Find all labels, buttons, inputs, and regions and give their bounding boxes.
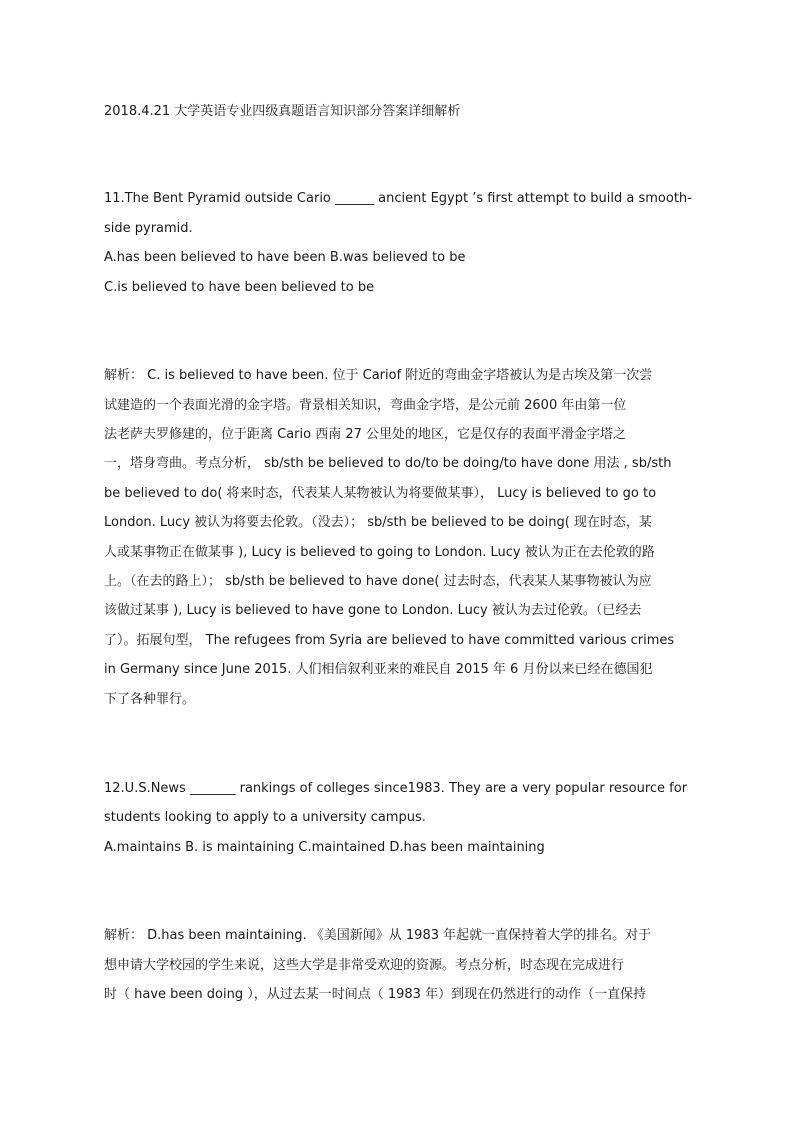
answer-11-line-9: 该做过某事 ), Lucy is believed to have gone to London. Lucy 被认为去过伦敦。（已经去 bbox=[104, 603, 642, 618]
document-title: 2018.4.21 大学英语专业四级真题语言知识部分答案详细解析 bbox=[104, 104, 461, 119]
answer-11-line-4: 一，塔身弯曲。考点分析， sb/sth be believed to do/to be doing/to have done 用法 , sb/sth bbox=[104, 456, 672, 471]
question-11-stem-line-1: 11.The Bent Pyramid outside Cario ______ ancient Egypt ’s first attempt to build a smooth- bbox=[104, 191, 692, 206]
question-11-options-line-1: A.has been believed to have been B.was believed to be bbox=[104, 250, 466, 265]
answer-11-line-8: 上。（在去的路上）； sb/sth be believed to have done( 过去时态，代表某人某事物被认为应 bbox=[104, 574, 652, 589]
answer-11-line-11: in Germany since June 2015. 人们相信叙利亚来的难民自 2015 年 6 月份以来已经在德国犯 bbox=[104, 662, 653, 677]
answer-11-line-7: 人或某事物正在做某事 ), Lucy is believed to going to London. Lucy 被认为正在去伦敦的路 bbox=[104, 545, 655, 560]
answer-12-line-3: 时（ have been doing ），从过去某一时间点（ 1983 年）到现在仍然进行的动作（一直保持 bbox=[104, 987, 647, 1002]
question-11-options-line-2: C.is believed to have been believed to be bbox=[104, 280, 375, 295]
question-11-stem-line-2: side pyramid. bbox=[104, 221, 193, 236]
answer-11-line-6: London. Lucy 被认为将要去伦敦。（没去）； sb/sth be believed to be doing( 现在时态，某 bbox=[104, 515, 652, 530]
answer-11-line-12: 下了各种罪行。 bbox=[104, 692, 196, 707]
answer-12-line-1: 解析： D.has been maintaining. 《美国新闻》从 1983 年起就一直保持着大学的排名。对于 bbox=[104, 928, 652, 943]
answer-11-line-1: 解析： C. is believed to have been. 位于 Cariof 附近的弯曲金字塔被认为是古埃及第一次尝 bbox=[104, 368, 653, 383]
answer-11-line-2: 试建造的一个表面光滑的金字塔。背景相关知识，弯曲金字塔，是公元前 2600 年由第一位 bbox=[104, 398, 627, 413]
answer-12-line-2: 想申请大学校园的学生来说，这些大学是非常受欢迎的资源。考点分析，时态现在完成进行 bbox=[104, 958, 625, 973]
answer-11-line-5: be believed to do( 将来时态，代表某人某物被认为将要做某事）， Lucy is believed to go to bbox=[104, 486, 657, 501]
question-12-options-line-1: A.maintains B. is maintaining C.maintained D.has been maintaining bbox=[104, 840, 545, 855]
question-12-stem-line-1: 12.U.S.News _______ rankings of colleges since1983. They are a very popular resource for bbox=[104, 781, 688, 796]
answer-11-line-10: 了）。拓展句型， The refugees from Syria are believed to have committed various crimes bbox=[104, 633, 675, 648]
answer-11-line-3: 法老萨夫罗修建的，位于距离 Cario 西南 27 公里处的地区，它是仅存的表面平滑金字塔之 bbox=[104, 427, 627, 442]
question-12-stem-line-2: students looking to apply to a university campus. bbox=[104, 810, 426, 825]
